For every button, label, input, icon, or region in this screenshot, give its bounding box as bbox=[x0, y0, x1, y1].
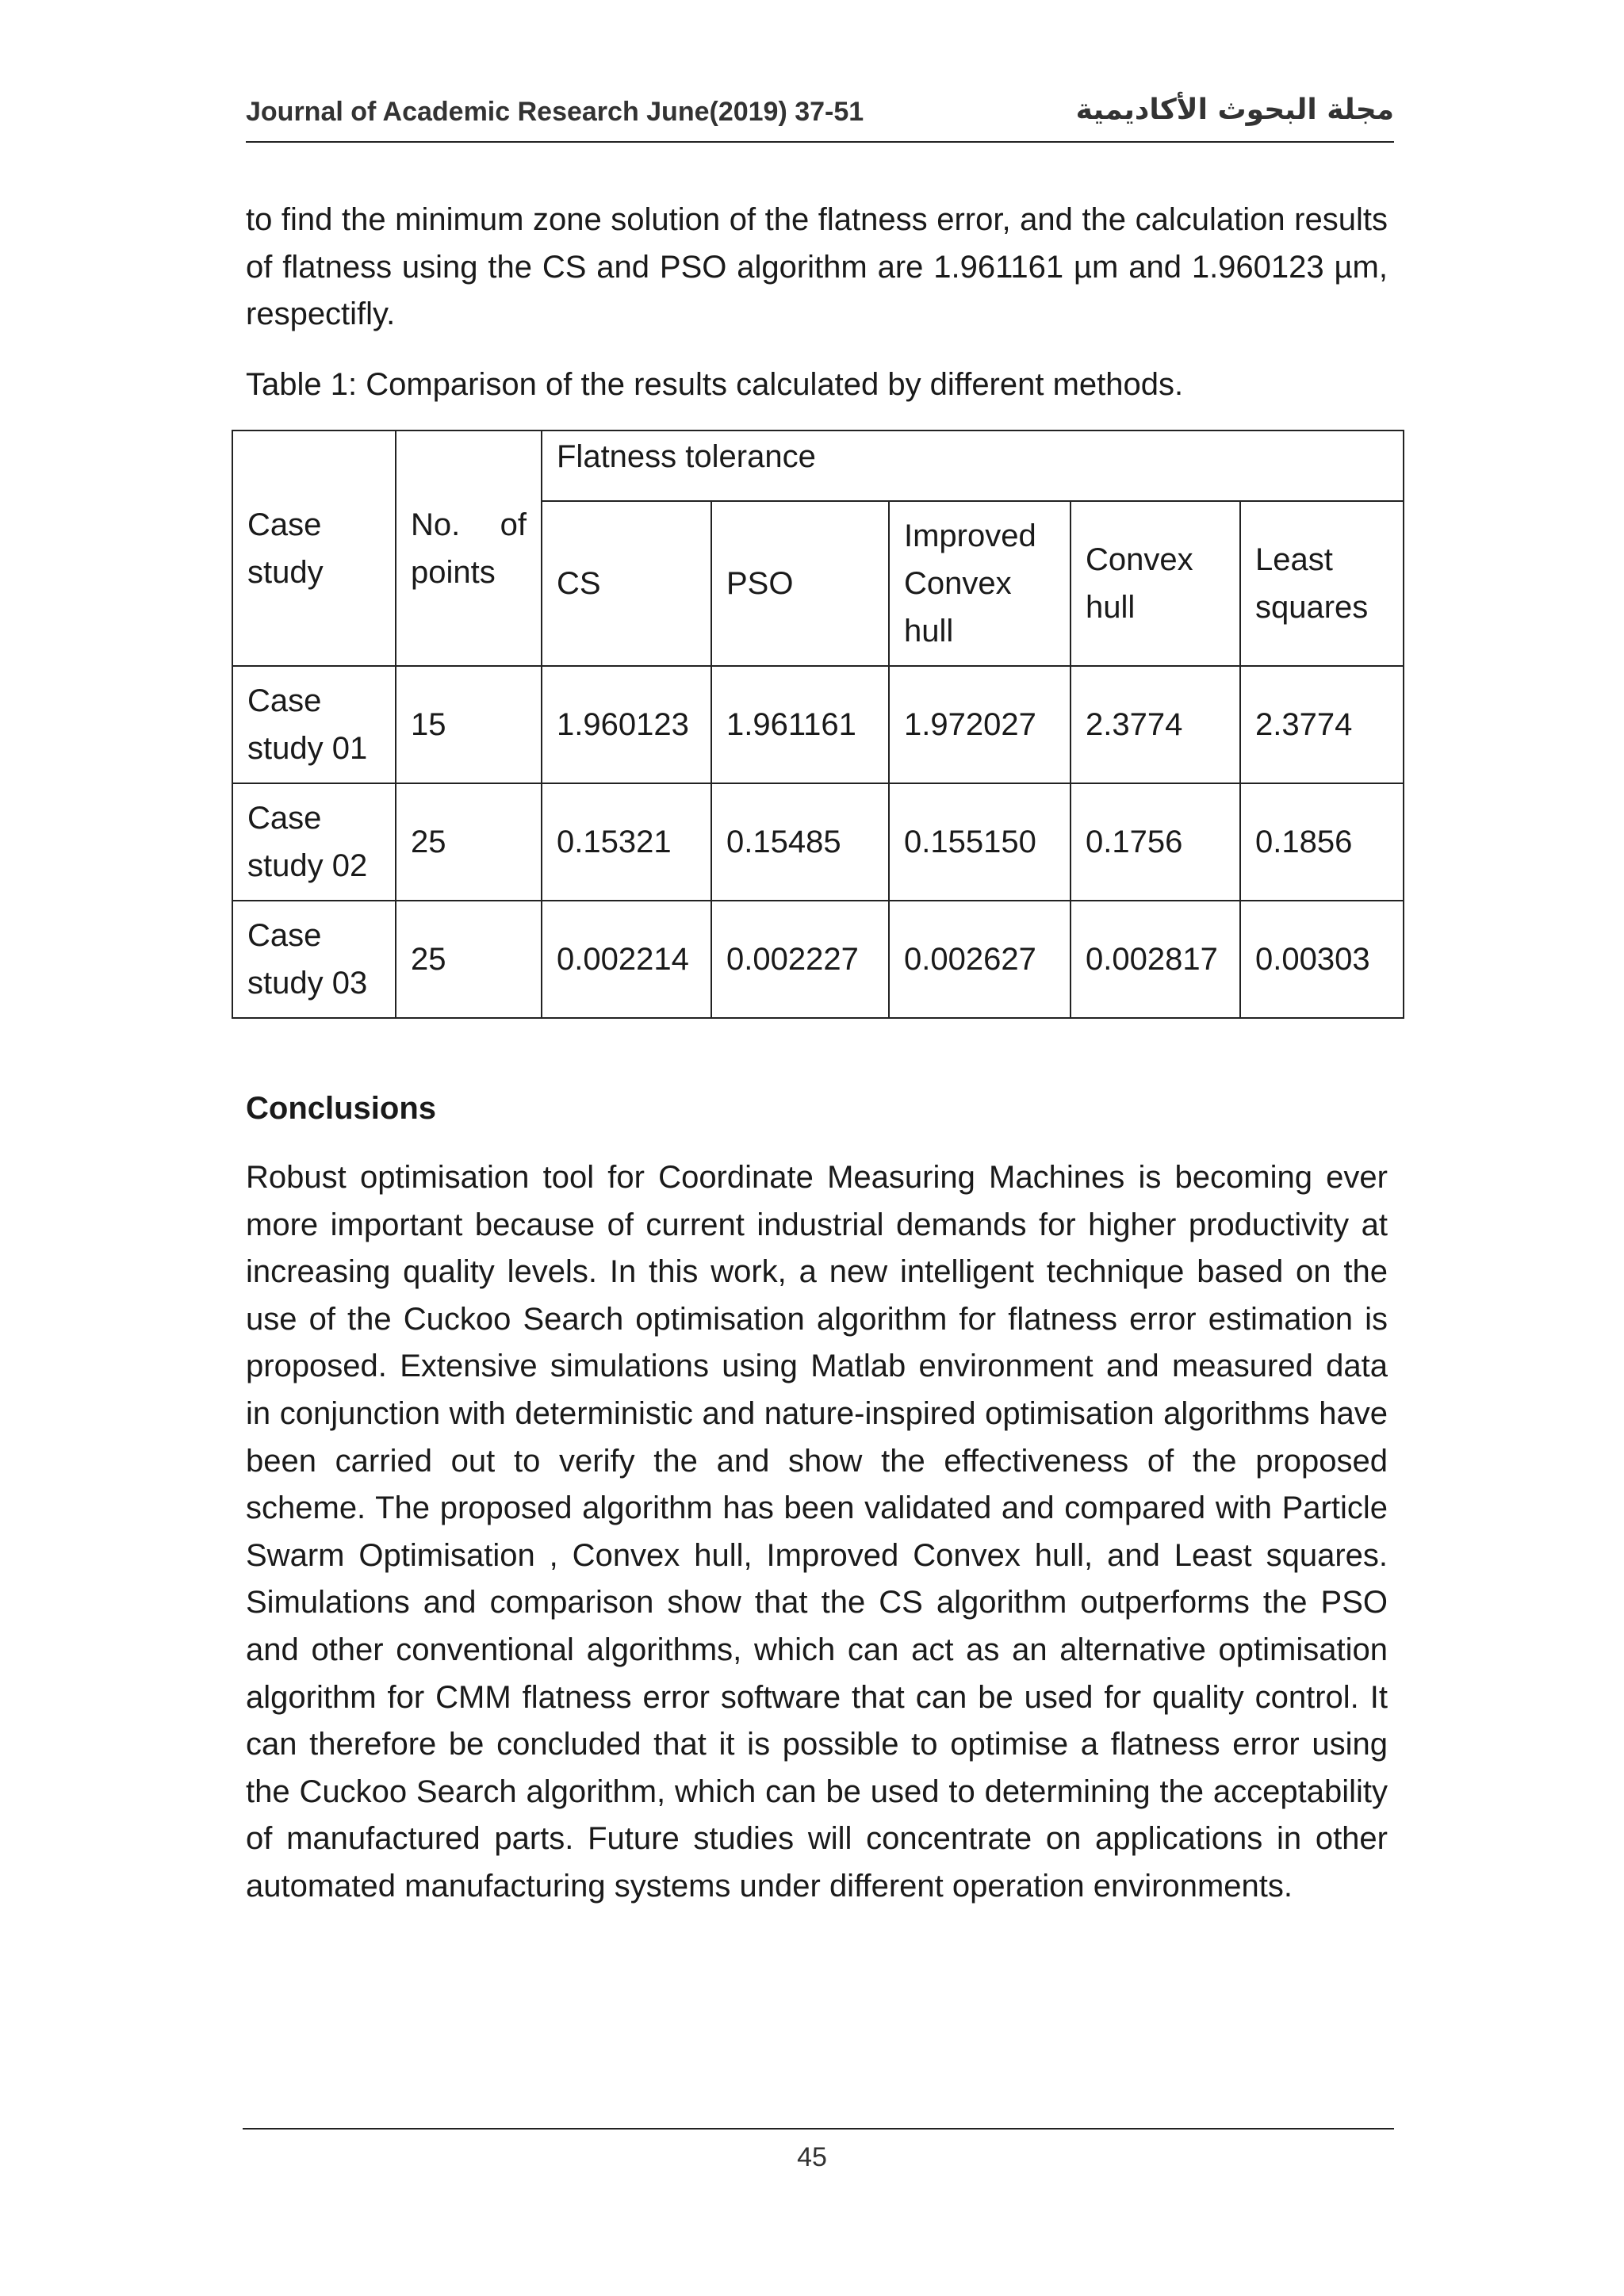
value-cell: 2.3774 bbox=[1071, 666, 1240, 783]
header-flatness-tolerance: Flatness tolerance bbox=[542, 430, 1404, 501]
results-table bbox=[232, 430, 1404, 1019]
value-cell: 0.002214 bbox=[542, 901, 711, 1018]
footer-rule bbox=[243, 2128, 1394, 2130]
value-cell: 0.15485 bbox=[711, 783, 889, 901]
value-cell: 0.002627 bbox=[889, 901, 1071, 1018]
arabic-journal-title: مجلة البحوث الأكاديمية bbox=[1075, 94, 1394, 126]
table-row bbox=[232, 783, 1404, 901]
header-method: PSO bbox=[711, 501, 889, 666]
header-case-study: Case study bbox=[232, 430, 396, 666]
header-no-of-points: No. of points bbox=[396, 430, 542, 666]
value-cell: 2.3774 bbox=[1240, 666, 1404, 783]
value-cell: 0.1856 bbox=[1240, 783, 1404, 901]
case-cell: Case study 03 bbox=[232, 901, 396, 1018]
value-cell: 0.1756 bbox=[1071, 783, 1240, 901]
value-cell: 1.961161 bbox=[711, 666, 889, 783]
header-method: Least squares bbox=[1240, 501, 1404, 666]
case-cell: Case study 02 bbox=[232, 783, 396, 901]
table-row bbox=[232, 901, 1404, 1018]
case-cell: Case study 01 bbox=[232, 666, 396, 783]
conclusions-paragraph: Robust optimisation tool for Coordinate Measuring Machines is becoming ever more important because of current industrial demands for higher productivity at increasing quality levels. In this work, a new intelligent technique based on the use of the Cuckoo Search optimisation algorithm for flatness error estimation is proposed. Extensive simulations using Matlab environment and measured data in conjunction with deterministic and nature-inspired optimisation algorithms have been carried out to verify the and show the effectiveness of the proposed scheme. The proposed algorithm has been validated and compared with Particle Swarm Optimisation , Convex hull, Improved Convex hull, and Least squares. Simulations and comparison show that the CS algorithm outperforms the PSO and other conventional algorithms, which can act as an alternative optimisation algorithm for CMM flatness error software that can be used for quality control. It can therefore be concluded that it is possible to optimise a flatness error using the Cuckoo Search algorithm, which can be used to determining the acceptability of manufactured parts. Future studies will concentrate on applications in other automated manufacturing systems under different operation environments. bbox=[246, 1160, 1388, 1904]
header-method: Improved Convex hull bbox=[889, 501, 1071, 666]
value-cell: 0.15321 bbox=[542, 783, 711, 901]
points-cell: 25 bbox=[396, 901, 542, 1018]
value-cell: 0.155150 bbox=[889, 783, 1071, 901]
points-cell: 25 bbox=[396, 783, 542, 901]
value-cell: 1.960123 bbox=[542, 666, 711, 783]
running-header bbox=[246, 94, 1394, 143]
value-cell: 0.002227 bbox=[711, 901, 889, 1018]
journal-citation: Journal of Academic Research June(2019) 37-51 bbox=[246, 97, 864, 127]
table-row bbox=[232, 666, 1404, 783]
header-method: CS bbox=[542, 501, 711, 666]
value-cell: 1.972027 bbox=[889, 666, 1071, 783]
page-number: 45 bbox=[797, 2142, 827, 2172]
points-cell: 15 bbox=[396, 666, 542, 783]
conclusions-heading: Conclusions bbox=[246, 1091, 437, 1126]
header-method: Convex hull bbox=[1071, 501, 1240, 666]
value-cell: 0.002817 bbox=[1071, 901, 1240, 1018]
intro-paragraph: to find the minimum zone solution of the flatness error, and the calculation results of flatness using the CS and PSO algorithm are 1.961161 µm and 1.960123 µm, respectifly. bbox=[246, 202, 1388, 332]
table-caption: Table 1: Comparison of the results calculated by different methods. bbox=[246, 367, 1184, 402]
value-cell: 0.00303 bbox=[1240, 901, 1404, 1018]
